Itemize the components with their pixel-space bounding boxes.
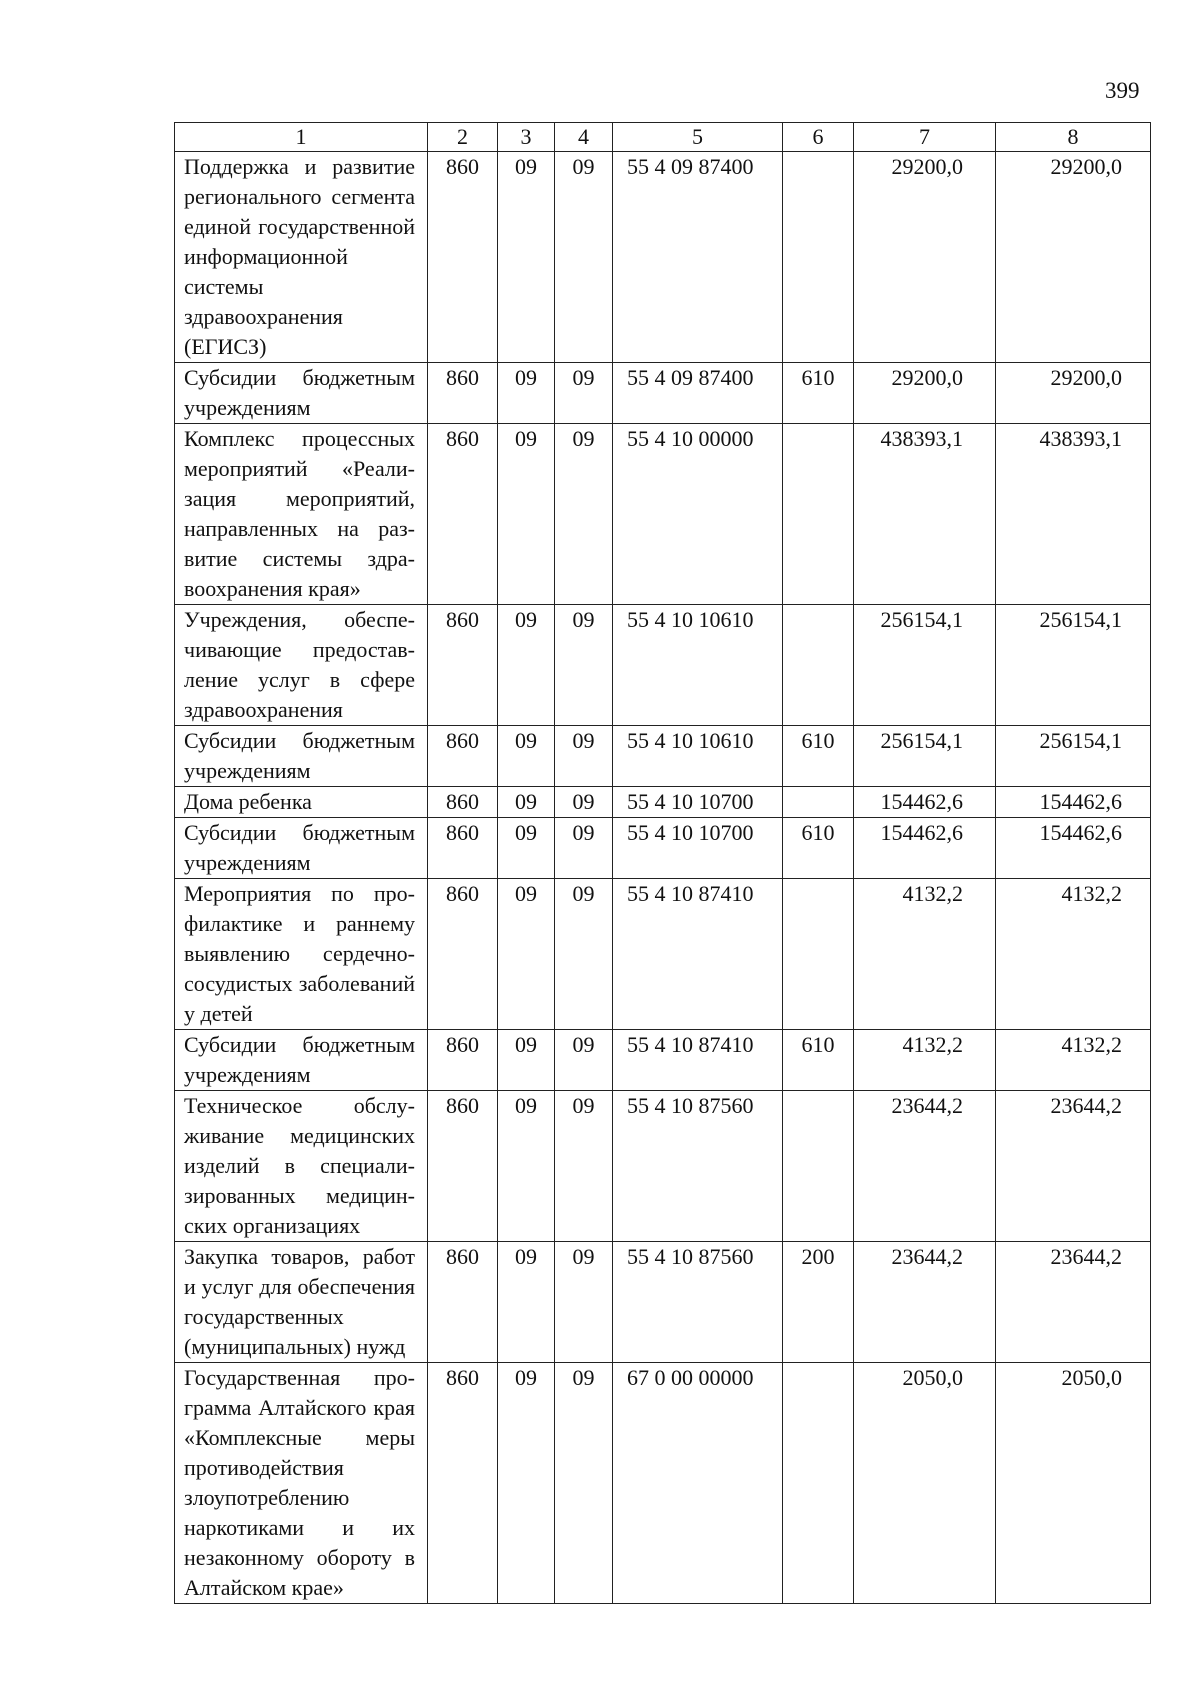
- subsection-cell: 09: [555, 818, 613, 879]
- subsection-cell: 09: [555, 787, 613, 818]
- target-article-cell: 55 4 09 87400: [613, 152, 783, 363]
- section-cell: 09: [498, 1091, 555, 1242]
- admin-code-cell: 860: [428, 605, 498, 726]
- expense-type-cell: [783, 1363, 854, 1604]
- amount-col7-cell: 2050,0: [854, 1363, 996, 1604]
- row-description: Мероприятия по профилактике и раннему выявлению сердечнососудистых заболеваний у детей: [175, 879, 428, 1030]
- row-description: Учреждения, обеспечивающие предоставление услуг в сфере здравоохранения: [175, 605, 428, 726]
- expense-type-cell: [783, 879, 854, 1030]
- target-article-cell: 55 4 10 00000: [613, 424, 783, 605]
- target-article-cell: 55 4 10 10610: [613, 605, 783, 726]
- table-row: [175, 879, 1151, 1030]
- amount-col7-cell: 29200,0: [854, 363, 996, 424]
- amount-col8-cell: 154462,6: [996, 787, 1151, 818]
- table-row: [175, 363, 1151, 424]
- header-row: [175, 123, 1151, 152]
- column-header: 8: [996, 123, 1151, 152]
- expense-type-cell: 610: [783, 363, 854, 424]
- amount-col8-cell: 23644,2: [996, 1091, 1151, 1242]
- amount-col7-cell: 256154,1: [854, 605, 996, 726]
- table-row: [175, 1363, 1151, 1604]
- amount-col8-cell: 29200,0: [996, 363, 1151, 424]
- table-row: [175, 424, 1151, 605]
- row-description: Техническое обслуживание медицинских изделий в специализированных медицинских организациях: [175, 1091, 428, 1242]
- budget-table: [174, 122, 1151, 1604]
- subsection-cell: 09: [555, 152, 613, 363]
- section-cell: 09: [498, 152, 555, 363]
- subsection-cell: 09: [555, 1091, 613, 1242]
- target-article-cell: 55 4 09 87400: [613, 363, 783, 424]
- table-row: [175, 152, 1151, 363]
- column-header: 7: [854, 123, 996, 152]
- amount-col7-cell: 154462,6: [854, 818, 996, 879]
- amount-col7-cell: 256154,1: [854, 726, 996, 787]
- row-description: Государственная программа Алтайского края «Комплексные меры противодействия злоупотреблению наркотиками и их незаконному обороту в Алтайском крае»: [175, 1363, 428, 1604]
- amount-col7-cell: 4132,2: [854, 879, 996, 1030]
- admin-code-cell: 860: [428, 818, 498, 879]
- section-cell: 09: [498, 818, 555, 879]
- subsection-cell: 09: [555, 726, 613, 787]
- admin-code-cell: 860: [428, 1030, 498, 1091]
- amount-col8-cell: 4132,2: [996, 1030, 1151, 1091]
- amount-col7-cell: 4132,2: [854, 1030, 996, 1091]
- subsection-cell: 09: [555, 1242, 613, 1363]
- table-row: [175, 605, 1151, 726]
- target-article-cell: 67 0 00 00000: [613, 1363, 783, 1604]
- row-description: Субсидии бюджетным учреждениям: [175, 726, 428, 787]
- table-row: [175, 1030, 1151, 1091]
- amount-col7-cell: 154462,6: [854, 787, 996, 818]
- admin-code-cell: 860: [428, 424, 498, 605]
- subsection-cell: 09: [555, 605, 613, 726]
- amount-col8-cell: 256154,1: [996, 605, 1151, 726]
- admin-code-cell: 860: [428, 1363, 498, 1604]
- target-article-cell: 55 4 10 10610: [613, 726, 783, 787]
- expense-type-cell: [783, 152, 854, 363]
- expense-type-cell: [783, 787, 854, 818]
- row-description: Поддержка и развитие регионального сегмента единой государственной информационной системы здравоохранения (ЕГИСЗ): [175, 152, 428, 363]
- section-cell: 09: [498, 1363, 555, 1604]
- column-header: 2: [428, 123, 498, 152]
- row-description: Субсидии бюджетным учреждениям: [175, 818, 428, 879]
- amount-col7-cell: 23644,2: [854, 1091, 996, 1242]
- page-number: 399: [1105, 78, 1140, 103]
- target-article-cell: 55 4 10 87410: [613, 879, 783, 1030]
- row-description: Комплекс процессных мероприятий «Реализация мероприятий, направленных на развитие системы здравоохранения края»: [175, 424, 428, 605]
- target-article-cell: 55 4 10 10700: [613, 818, 783, 879]
- subsection-cell: 09: [555, 363, 613, 424]
- expense-type-cell: 610: [783, 726, 854, 787]
- amount-col7-cell: 23644,2: [854, 1242, 996, 1363]
- admin-code-cell: 860: [428, 1091, 498, 1242]
- subsection-cell: 09: [555, 1030, 613, 1091]
- amount-col8-cell: 2050,0: [996, 1363, 1151, 1604]
- table-row: [175, 787, 1151, 818]
- expense-type-cell: 610: [783, 1030, 854, 1091]
- amount-col7-cell: 29200,0: [854, 152, 996, 363]
- row-description: Субсидии бюджетным учреждениям: [175, 363, 428, 424]
- section-cell: 09: [498, 605, 555, 726]
- admin-code-cell: 860: [428, 1242, 498, 1363]
- expense-type-cell: [783, 1091, 854, 1242]
- amount-col8-cell: 29200,0: [996, 152, 1151, 363]
- section-cell: 09: [498, 424, 555, 605]
- expense-type-cell: [783, 424, 854, 605]
- amount-col7-cell: 438393,1: [854, 424, 996, 605]
- admin-code-cell: 860: [428, 152, 498, 363]
- column-header: 4: [555, 123, 613, 152]
- target-article-cell: 55 4 10 87560: [613, 1242, 783, 1363]
- section-cell: 09: [498, 787, 555, 818]
- section-cell: 09: [498, 879, 555, 1030]
- amount-col8-cell: 23644,2: [996, 1242, 1151, 1363]
- table-row: [175, 818, 1151, 879]
- expense-type-cell: [783, 605, 854, 726]
- target-article-cell: 55 4 10 87560: [613, 1091, 783, 1242]
- expense-type-cell: 200: [783, 1242, 854, 1363]
- column-header: 5: [613, 123, 783, 152]
- column-header: 6: [783, 123, 854, 152]
- expense-type-cell: 610: [783, 818, 854, 879]
- admin-code-cell: 860: [428, 726, 498, 787]
- target-article-cell: 55 4 10 87410: [613, 1030, 783, 1091]
- target-article-cell: 55 4 10 10700: [613, 787, 783, 818]
- subsection-cell: 09: [555, 424, 613, 605]
- amount-col8-cell: 256154,1: [996, 726, 1151, 787]
- subsection-cell: 09: [555, 1363, 613, 1604]
- column-header: 3: [498, 123, 555, 152]
- row-description: Дома ребенка: [175, 787, 428, 818]
- table-row: [175, 1242, 1151, 1363]
- section-cell: 09: [498, 1030, 555, 1091]
- section-cell: 09: [498, 363, 555, 424]
- amount-col8-cell: 154462,6: [996, 818, 1151, 879]
- table-row: [175, 726, 1151, 787]
- amount-col8-cell: 438393,1: [996, 424, 1151, 605]
- admin-code-cell: 860: [428, 879, 498, 1030]
- row-description: Субсидии бюджетным учреждениям: [175, 1030, 428, 1091]
- amount-col8-cell: 4132,2: [996, 879, 1151, 1030]
- table-row: [175, 1091, 1151, 1242]
- admin-code-cell: 860: [428, 363, 498, 424]
- section-cell: 09: [498, 1242, 555, 1363]
- subsection-cell: 09: [555, 879, 613, 1030]
- row-description: Закупка товаров, работ и услуг для обеспечения государственных (муниципальных) нужд: [175, 1242, 428, 1363]
- admin-code-cell: 860: [428, 787, 498, 818]
- column-header: 1: [175, 123, 428, 152]
- section-cell: 09: [498, 726, 555, 787]
